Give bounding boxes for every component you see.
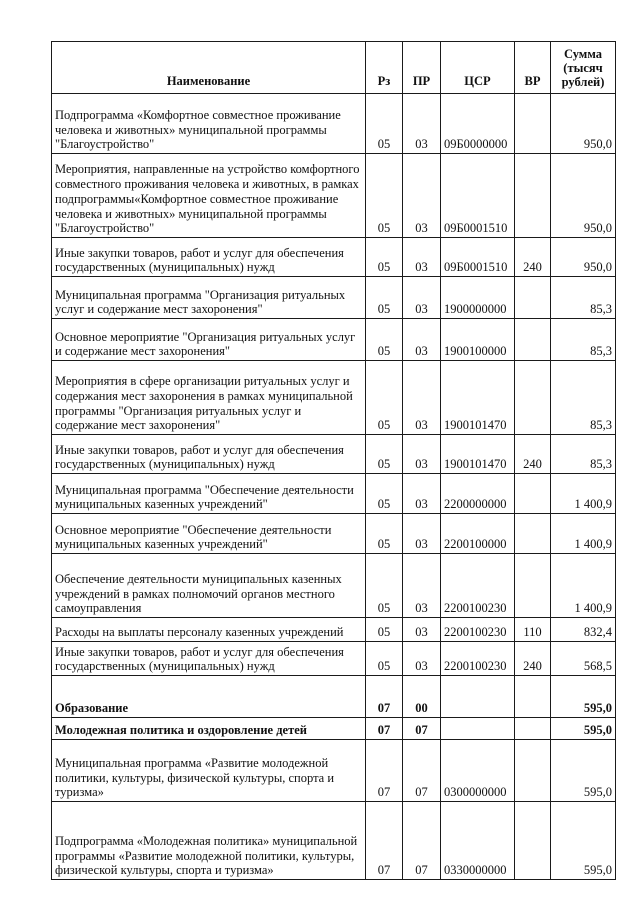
- cell-sum: 595,0: [551, 676, 616, 718]
- cell-name: Муниципальная программа "Обеспечение деятельности муниципальных казенных учреждений": [52, 474, 366, 514]
- cell-csr: 09Б0001510: [441, 154, 515, 238]
- cell-csr: 0330000000: [441, 802, 515, 880]
- cell-csr: 2200100230: [441, 554, 515, 618]
- cell-name: Иные закупки товаров, работ и услуг для обеспечения государственных (муниципальных) нужд: [52, 642, 366, 676]
- cell-vr: [515, 802, 551, 880]
- cell-csr: 2200000000: [441, 474, 515, 514]
- cell-vr: [515, 718, 551, 740]
- table-row: [52, 676, 616, 718]
- cell-rz: 05: [366, 94, 403, 154]
- cell-pr: 07: [403, 802, 441, 880]
- cell-vr: [515, 319, 551, 361]
- cell-rz: 07: [366, 740, 403, 802]
- cell-pr: 03: [403, 554, 441, 618]
- table-row: [52, 618, 616, 642]
- cell-vr: 240: [515, 642, 551, 676]
- header-row: [52, 42, 616, 94]
- cell-pr: 03: [403, 238, 441, 277]
- cell-vr: 240: [515, 435, 551, 474]
- cell-name: Расходы на выплаты персоналу казенных учреждений: [52, 618, 366, 642]
- cell-name: Иные закупки товаров, работ и услуг для обеспечения государственных (муниципальных) нужд: [52, 238, 366, 277]
- cell-pr: 07: [403, 718, 441, 740]
- cell-name: Образование: [52, 676, 366, 718]
- cell-sum: 85,3: [551, 277, 616, 319]
- cell-name: Подпрограмма «Комфортное совместное проживание человека и животных» муниципальной программы "Благоустройство": [52, 94, 366, 154]
- cell-rz: 07: [366, 676, 403, 718]
- header-sum: Сумма (тысяч рублей): [551, 42, 616, 94]
- cell-pr: 03: [403, 642, 441, 676]
- cell-rz: 05: [366, 154, 403, 238]
- cell-vr: [515, 154, 551, 238]
- cell-csr: 1900100000: [441, 319, 515, 361]
- cell-vr: [515, 676, 551, 718]
- cell-vr: [515, 514, 551, 554]
- cell-csr: 09Б0000000: [441, 94, 515, 154]
- cell-rz: 05: [366, 361, 403, 435]
- table-row: [52, 154, 616, 238]
- table-row: [52, 740, 616, 802]
- cell-name: Подпрограмма «Молодежная политика» муниципальной программы «Развитие молодежной политики, культуры, физической культуры, спорта и туризма»: [52, 802, 366, 880]
- cell-rz: 05: [366, 238, 403, 277]
- cell-rz: 05: [366, 474, 403, 514]
- cell-sum: 85,3: [551, 435, 616, 474]
- table-row: [52, 319, 616, 361]
- cell-name: Основное мероприятие "Обеспечение деятельности муниципальных казенных учреждений": [52, 514, 366, 554]
- cell-pr: 03: [403, 277, 441, 319]
- cell-sum: 950,0: [551, 94, 616, 154]
- cell-sum: 832,4: [551, 618, 616, 642]
- cell-vr: [515, 474, 551, 514]
- cell-name: Мероприятия, направленные на устройство комфортного совместного проживания человека и животных, в рамках подпрограммы«Комфортное совместное проживание человека и животных» муниципальной программы "Благоустройство": [52, 154, 366, 238]
- cell-pr: 07: [403, 740, 441, 802]
- table-row: [52, 554, 616, 618]
- table-row: [52, 238, 616, 277]
- cell-rz: 07: [366, 718, 403, 740]
- cell-sum: 950,0: [551, 154, 616, 238]
- cell-pr: 00: [403, 676, 441, 718]
- cell-name: Мероприятия в сфере организации ритуальных услуг и содержания мест захоронения в рамках муниципальной программы "Организация ритуальных услуг и содержание мест захоронения": [52, 361, 366, 435]
- header-pr: ПР: [403, 42, 441, 94]
- cell-pr: 03: [403, 435, 441, 474]
- cell-sum: 950,0: [551, 238, 616, 277]
- cell-csr: 09Б0001510: [441, 238, 515, 277]
- header-csr: ЦСР: [441, 42, 515, 94]
- cell-rz: 05: [366, 514, 403, 554]
- cell-rz: 05: [366, 319, 403, 361]
- cell-pr: 03: [403, 474, 441, 514]
- table-row: [52, 277, 616, 319]
- budget-table: [51, 41, 616, 880]
- cell-csr: 0300000000: [441, 740, 515, 802]
- header-name: Наименование: [52, 42, 366, 94]
- cell-sum: 595,0: [551, 718, 616, 740]
- cell-pr: 03: [403, 154, 441, 238]
- table-body: [52, 94, 616, 880]
- cell-csr: [441, 718, 515, 740]
- cell-rz: 05: [366, 618, 403, 642]
- cell-name: Муниципальная программа "Организация ритуальных услуг и содержание мест захоронения": [52, 277, 366, 319]
- cell-rz: 07: [366, 802, 403, 880]
- cell-name: Муниципальная программа «Развитие молодежной политики, культуры, физической культуры, спорта и туризма»: [52, 740, 366, 802]
- cell-vr: [515, 277, 551, 319]
- cell-csr: 2200100000: [441, 514, 515, 554]
- cell-vr: 240: [515, 238, 551, 277]
- cell-rz: 05: [366, 642, 403, 676]
- cell-sum: 568,5: [551, 642, 616, 676]
- cell-sum: 85,3: [551, 361, 616, 435]
- table-row: [52, 802, 616, 880]
- cell-pr: 03: [403, 319, 441, 361]
- cell-vr: [515, 94, 551, 154]
- cell-name: Молодежная политика и оздоровление детей: [52, 718, 366, 740]
- cell-csr: 1900101470: [441, 435, 515, 474]
- cell-sum: 85,3: [551, 319, 616, 361]
- cell-sum: 1 400,9: [551, 514, 616, 554]
- cell-vr: [515, 554, 551, 618]
- cell-pr: 03: [403, 361, 441, 435]
- table-row: [52, 514, 616, 554]
- cell-name: Обеспечение деятельности муниципальных казенных учреждений в рамках полномочий органов местного самоуправления: [52, 554, 366, 618]
- cell-csr: 2200100230: [441, 642, 515, 676]
- cell-rz: 05: [366, 435, 403, 474]
- header-vr: ВР: [515, 42, 551, 94]
- cell-rz: 05: [366, 277, 403, 319]
- cell-pr: 03: [403, 514, 441, 554]
- cell-sum: 1 400,9: [551, 474, 616, 514]
- cell-vr: 110: [515, 618, 551, 642]
- table-row: [52, 642, 616, 676]
- table-row: [52, 361, 616, 435]
- table-row: [52, 94, 616, 154]
- cell-csr: 2200100230: [441, 618, 515, 642]
- cell-pr: 03: [403, 618, 441, 642]
- cell-name: Иные закупки товаров, работ и услуг для обеспечения государственных (муниципальных) нужд: [52, 435, 366, 474]
- cell-vr: [515, 361, 551, 435]
- cell-rz: 05: [366, 554, 403, 618]
- cell-csr: 1900000000: [441, 277, 515, 319]
- table-row: [52, 718, 616, 740]
- cell-csr: 1900101470: [441, 361, 515, 435]
- table-row: [52, 474, 616, 514]
- cell-csr: [441, 676, 515, 718]
- cell-sum: 595,0: [551, 740, 616, 802]
- cell-sum: 595,0: [551, 802, 616, 880]
- table-row: [52, 435, 616, 474]
- cell-sum: 1 400,9: [551, 554, 616, 618]
- header-rz: Рз: [366, 42, 403, 94]
- cell-vr: [515, 740, 551, 802]
- cell-pr: 03: [403, 94, 441, 154]
- cell-name: Основное мероприятие "Организация ритуальных услуг и содержание мест захоронения": [52, 319, 366, 361]
